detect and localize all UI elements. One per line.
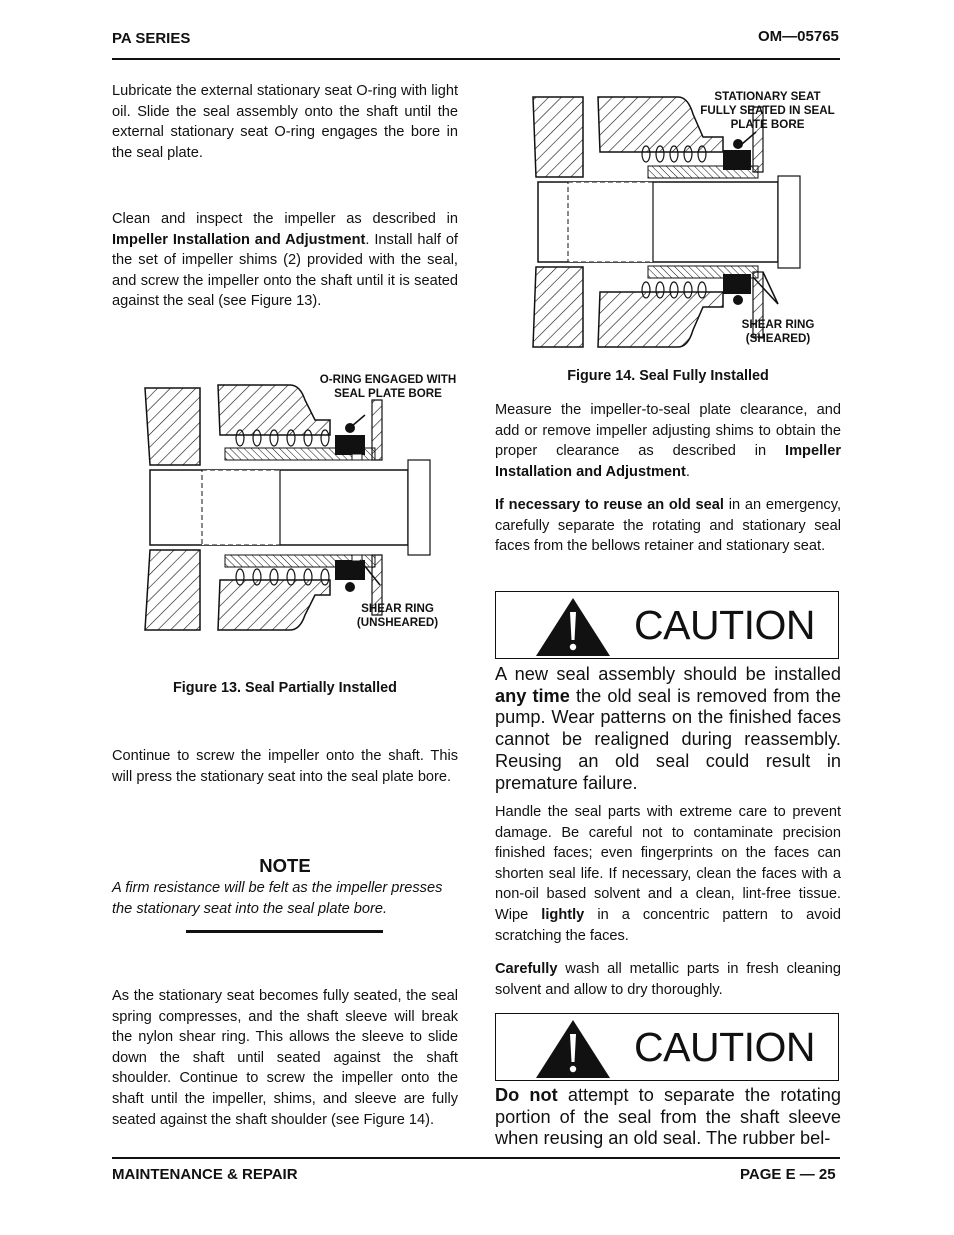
caution-text-1: A new seal assembly should be installed any time the old seal is removed from the pump. Wear patterns on the finished faces cannot be realigned during reassembly. Reusing an old seal could result in premature failure. [495,664,842,793]
paragraph-handle-seal-parts: Handle the seal parts with extreme care to prevent damage. Be careful not to contaminate precision finished faces; even fingerprints on the faces can shorten seal life. If necessary, clean the faces with a non-oil based solvent and a clean, lint-free tissue. Wipe lightly in a concentric pattern to avoid scratching the faces. [495,804,841,944]
caution-banner-2 [495,1013,839,1081]
figure-13-label-oring: O-RING ENGAGED WITH SEAL PLATE BORE [319,373,457,400]
warning-triangle-icon [534,596,612,658]
paragraph-fully-seated: As the stationary seat becomes fully seated, the seal spring compresses, and the shaft sleeve will break the nylon shear ring. This allows the sleeve to slide down the shaft until seated against the shaft shoulder. Continue to screw the impeller onto the shaft until the impeller, shims, and sleeve are fully seated against the shaft shoulder (see Figure 14). [112,988,458,1128]
header-doc-number: OM—05765 [758,28,839,45]
note-text: A firm resistance will be felt as the impeller presses the stationary seat into the seal plate bore. [112,880,443,917]
caution-label-2: CAUTION [634,1024,815,1070]
figure-14-label-stationary-seat: STATIONARY SEAT FULLY SEATED IN SEAL PLATE BORE [700,90,835,131]
warning-triangle-icon [534,1018,612,1080]
figure-14-label-shear-ring: SHEAR RING (SHEARED) [741,318,815,345]
caution-banner-1 [495,591,839,659]
header-rule [112,58,840,60]
paragraph-wash-parts: Carefully wash all metallic parts in fresh cleaning solvent and allow to dry thoroughly. [495,961,841,998]
figure-14-caption: Figure 14. Seal Fully Installed [567,368,769,384]
footer-rule [112,1157,840,1159]
figure-13-label-shear-ring: SHEAR RING (UNSHEARED) [356,602,439,629]
footer-page-number: PAGE E — 25 [740,1166,836,1183]
header-series: PA SERIES [112,30,191,47]
note-rule [186,930,383,933]
figure-13-drawing [140,380,440,635]
paragraph-continue-screw: Continue to screw the impeller onto the shaft. This will press the stationary seat into the seal plate bore. [112,748,458,785]
caution-label-1: CAUTION [634,602,815,648]
note-title: NOTE [259,855,311,876]
footer-section: MAINTENANCE & REPAIR [112,1166,298,1183]
paragraph-lubricate: Lubricate the external stationary seat O-ring with light oil. Slide the seal assembly onto the shaft until the external stationary seat O-ring engages the bore in the seal plate. [112,83,458,161]
paragraph-measure-clearance: Measure the impeller-to-seal plate clearance, and add or remove impeller adjusting shims to obtain the proper clearance as described in Impeller Installation and Adjustment. [495,402,841,480]
figure-13-caption: Figure 13. Seal Partially Installed [173,680,397,696]
paragraph-clean-impeller: Clean and inspect the impeller as described in Impeller Installation and Adjustment. Install half of the set of impeller shims (2) provided with the seal, and screw the impeller onto the shaft until it is seated against the seal (see Figure 13). [112,211,458,310]
paragraph-reuse-old-seal: If necessary to reuse an old seal in an emergency, carefully separate the rotating and stationary seal faces from the bellows retainer and stationary seat. [495,497,842,555]
caution-text-2: Do not attempt to separate the rotating portion of the seal from the shaft sleeve when reusing an old seal. The rubber bel- [495,1085,841,1149]
